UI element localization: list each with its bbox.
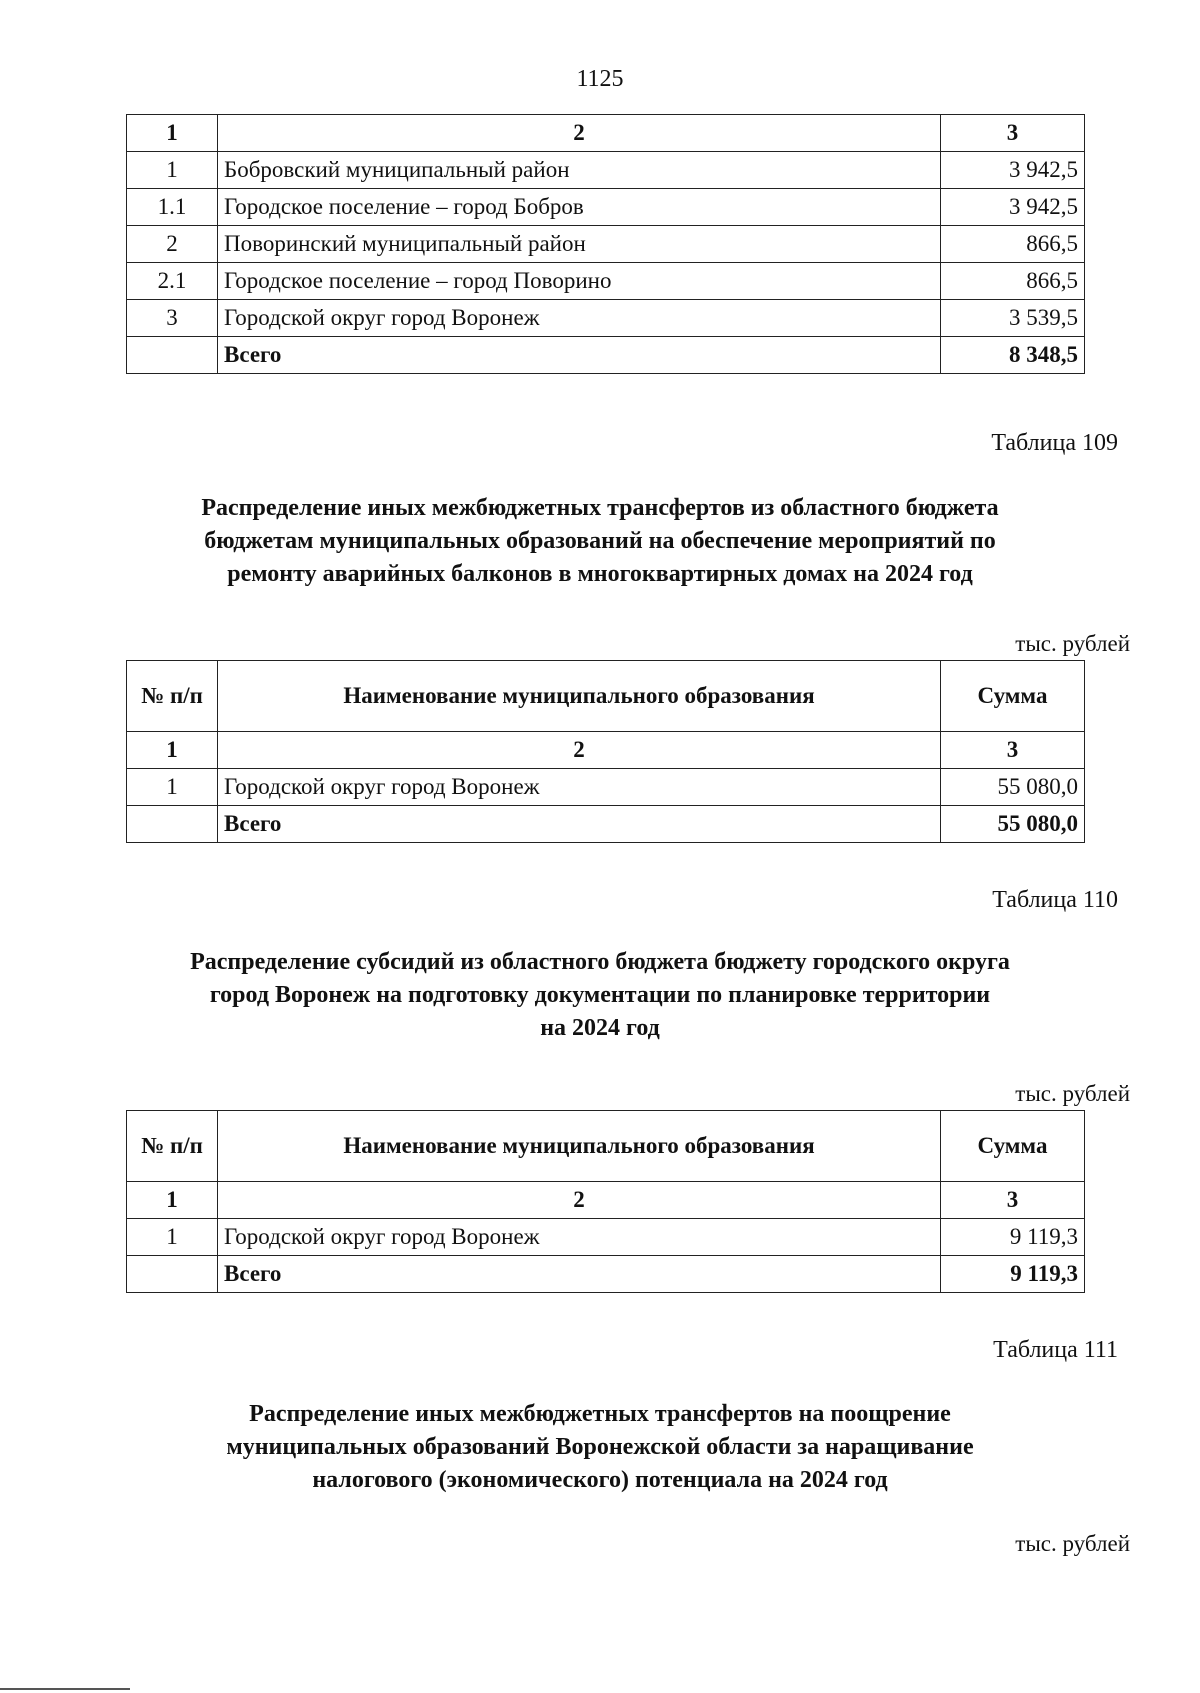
page-number: 1125 — [576, 66, 624, 92]
column-index-2: 2 — [218, 1182, 941, 1219]
table-110-caption — [110, 946, 1090, 1045]
table-110 — [126, 1110, 1085, 1293]
table-row — [127, 189, 1085, 226]
table-111-units: тыс. рублей — [1015, 1531, 1130, 1556]
amount: 866,5 — [941, 226, 1085, 263]
table-110-number: Таблица 110 — [992, 887, 1118, 913]
table-110-units: тыс. рублей — [1015, 1081, 1130, 1106]
column-header-sum: Сумма — [941, 1111, 1085, 1182]
row-number: 1 — [127, 152, 218, 189]
amount: 9 119,3 — [941, 1219, 1085, 1256]
column-header-name: Наименование муниципального образования — [218, 1111, 941, 1182]
table-row — [127, 300, 1085, 337]
municipality-name: Городской округ город Воронеж — [218, 1219, 941, 1256]
total-row — [127, 1256, 1085, 1293]
total-row — [127, 337, 1085, 374]
total-label: Всего — [218, 1256, 941, 1293]
column-index-3: 3 — [941, 115, 1085, 152]
table-109 — [126, 660, 1085, 843]
total-row — [127, 806, 1085, 843]
table-index-row — [127, 1182, 1085, 1219]
column-index-1: 1 — [127, 1182, 218, 1219]
table-header-row — [127, 661, 1085, 732]
total-amount: 8 348,5 — [941, 337, 1085, 374]
amount: 866,5 — [941, 263, 1085, 300]
municipality-name: Поворинский муниципальный район — [218, 226, 941, 263]
footer-divider — [0, 1688, 130, 1690]
column-index-3: 3 — [941, 1182, 1085, 1219]
table-row — [127, 263, 1085, 300]
municipality-name: Городской округ город Воронеж — [218, 300, 941, 337]
column-header-sum: Сумма — [941, 661, 1085, 732]
row-number: 1 — [127, 769, 218, 806]
row-number: 2.1 — [127, 263, 218, 300]
caption-line: бюджетам муниципальных образований на обеспечение мероприятий по — [204, 528, 996, 554]
caption-line: Распределение иных межбюджетных трансфертов из областного бюджета — [201, 495, 999, 521]
total-label: Всего — [218, 806, 941, 843]
municipality-name: Городское поселение – город Бобров — [218, 189, 941, 226]
column-index-1: 1 — [127, 115, 218, 152]
table-111-caption — [110, 1398, 1090, 1497]
table-108-continuation — [126, 114, 1085, 374]
municipality-name: Городской округ город Воронеж — [218, 769, 941, 806]
table-109-units: тыс. рублей — [1015, 631, 1130, 656]
caption-line: ремонту аварийных балконов в многоквартирных домах на 2024 год — [227, 561, 973, 587]
amount: 55 080,0 — [941, 769, 1085, 806]
total-label: Всего — [218, 337, 941, 374]
amount: 3 942,5 — [941, 189, 1085, 226]
table-109-caption — [110, 492, 1090, 591]
table-row — [127, 769, 1085, 806]
caption-line: муниципальных образований Воронежской области за наращивание — [226, 1434, 974, 1460]
row-number: 3 — [127, 300, 218, 337]
row-number: 2 — [127, 226, 218, 263]
amount: 3 539,5 — [941, 300, 1085, 337]
row-number: 1 — [127, 1219, 218, 1256]
caption-line: налогового (экономического) потенциала на 2024 год — [312, 1467, 888, 1493]
table-row — [127, 226, 1085, 263]
total-number-cell — [127, 337, 218, 374]
total-number-cell — [127, 1256, 218, 1293]
amount: 3 942,5 — [941, 152, 1085, 189]
total-number-cell — [127, 806, 218, 843]
table-index-row — [127, 115, 1085, 152]
table-header-row — [127, 1111, 1085, 1182]
caption-line: Распределение субсидий из областного бюджета бюджету городского округа — [190, 949, 1010, 975]
caption-line: Распределение иных межбюджетных трансфертов на поощрение — [249, 1401, 951, 1427]
table-109-number: Таблица 109 — [991, 430, 1118, 456]
caption-line: на 2024 год — [540, 1015, 660, 1041]
municipality-name: Бобровский муниципальный район — [218, 152, 941, 189]
table-index-row — [127, 732, 1085, 769]
column-header-name: Наименование муниципального образования — [218, 661, 941, 732]
column-header-number: № п/п — [127, 1111, 218, 1182]
municipality-name: Городское поселение – город Поворино — [218, 263, 941, 300]
total-amount: 9 119,3 — [941, 1256, 1085, 1293]
table-111-number: Таблица 111 — [993, 1337, 1118, 1363]
column-header-number: № п/п — [127, 661, 218, 732]
caption-line: город Воронеж на подготовку документации по планировке территории — [209, 982, 991, 1008]
column-index-3: 3 — [941, 732, 1085, 769]
table-row — [127, 1219, 1085, 1256]
total-amount: 55 080,0 — [941, 806, 1085, 843]
column-index-1: 1 — [127, 732, 218, 769]
row-number: 1.1 — [127, 189, 218, 226]
column-index-2: 2 — [218, 115, 941, 152]
table-row — [127, 152, 1085, 189]
column-index-2: 2 — [218, 732, 941, 769]
